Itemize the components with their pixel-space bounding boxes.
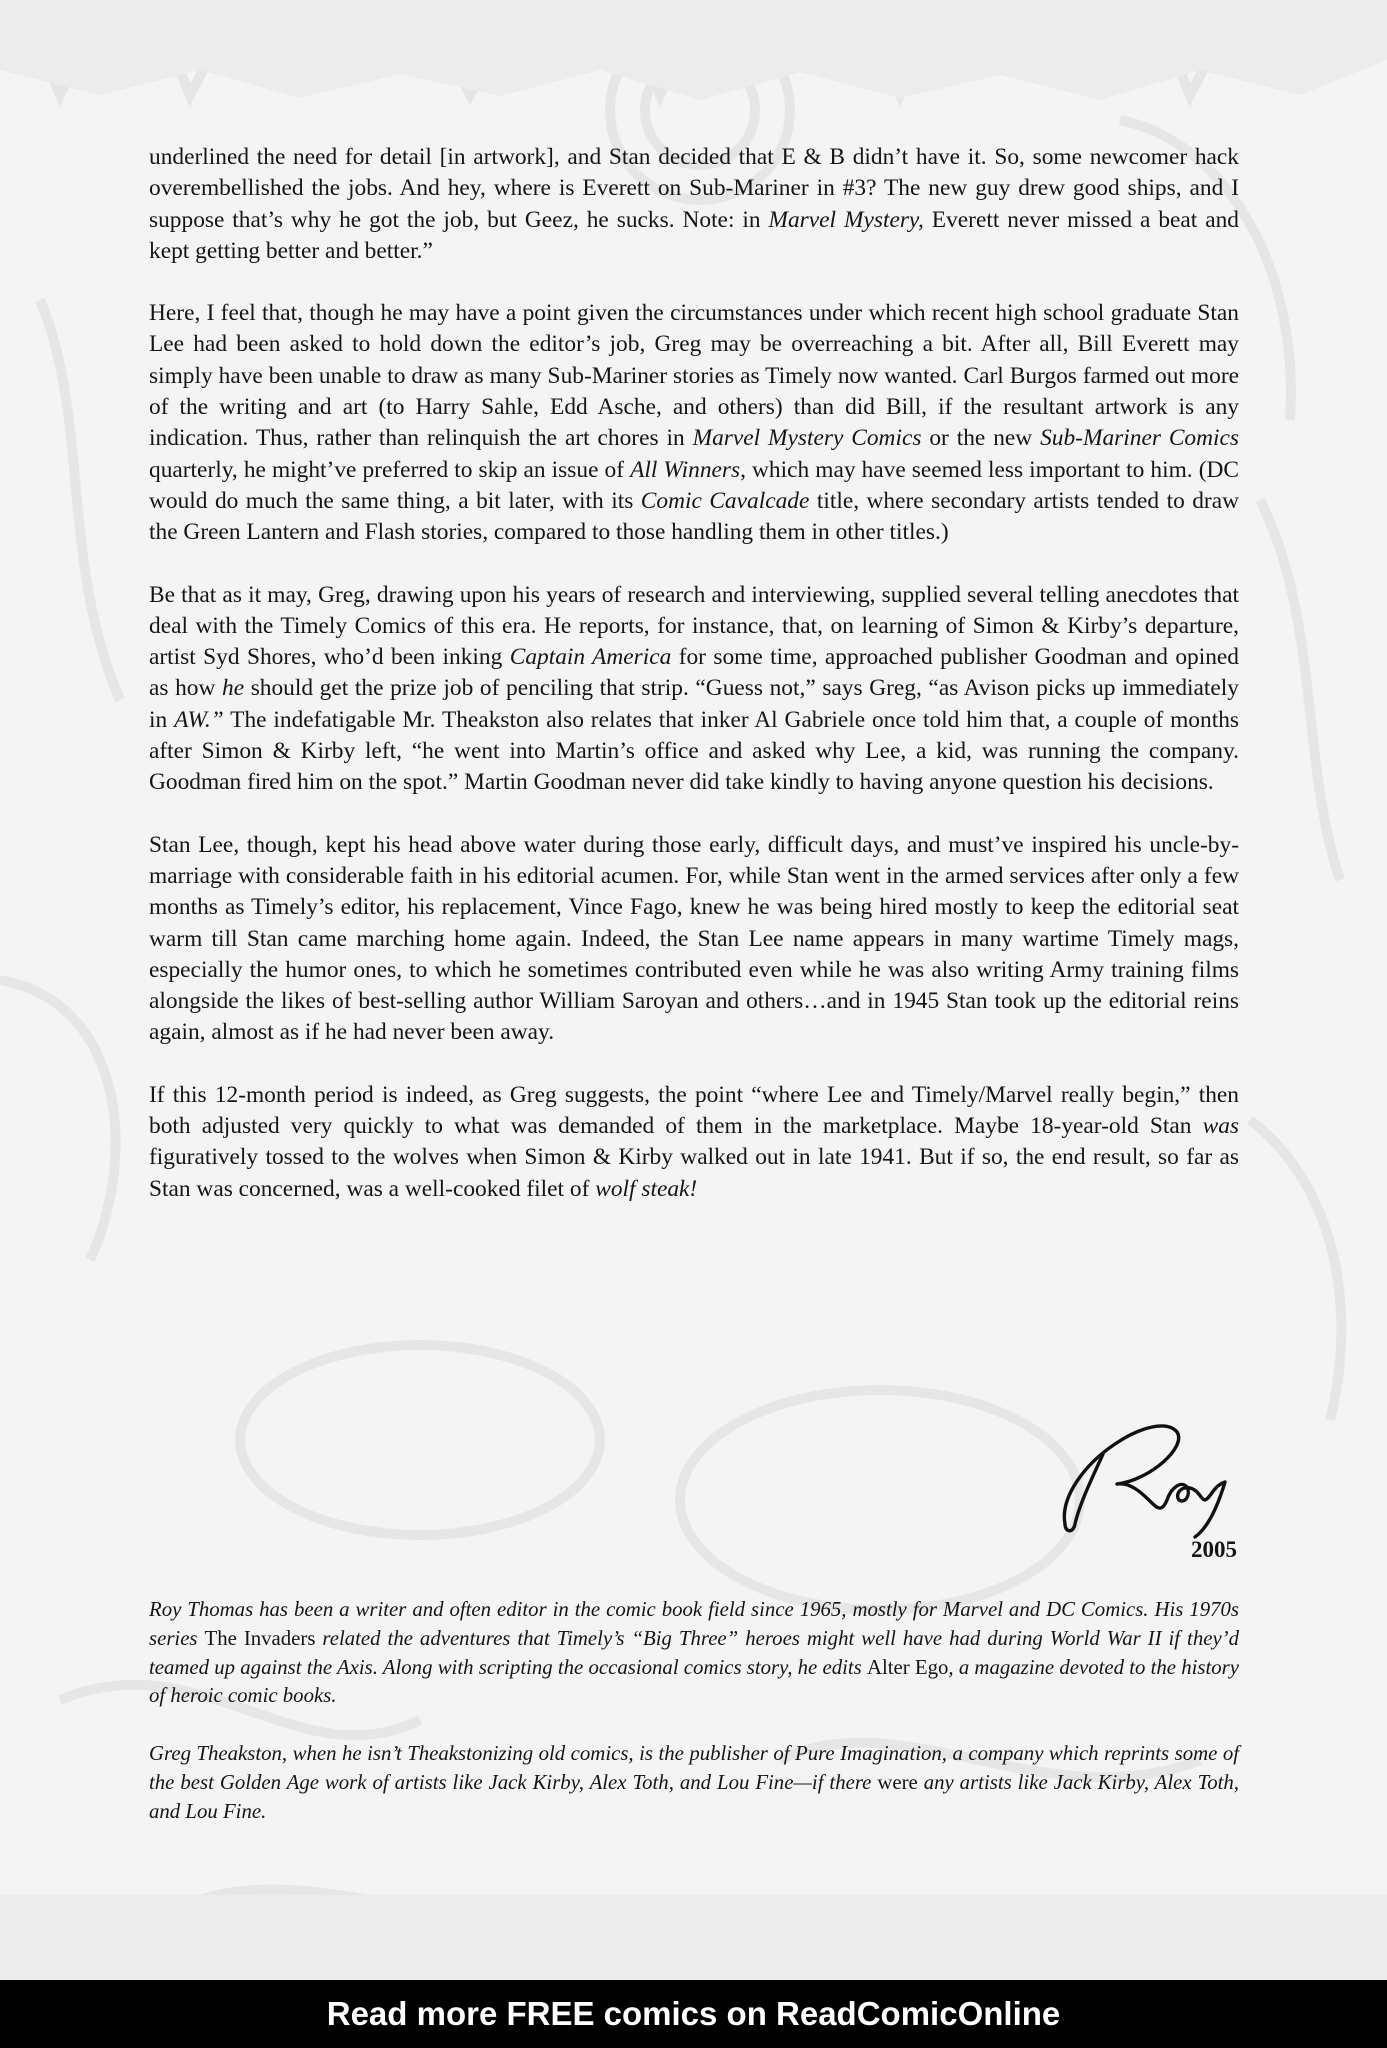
signature-year: 2005: [1191, 1537, 1237, 1562]
handwritten-signature: [1055, 1392, 1245, 1542]
article-paragraph: underlined the need for detail [in artwork], and Stan decided that E & B didn’t have it. So, some newcomer hack overembellished the jobs. And hey, where is Everett on Sub-Mariner in #3? The new guy drew good ships, and I suppose that’s why he got the job, but Geez, he sucks. Note: in Marvel Mystery, Everett never missed a beat and kept getting better and better.”: [149, 144, 1239, 264]
article-paragraph: Be that as it may, Greg, drawing upon his years of research and interviewing, supplied several telling anecdotes that deal with the Timely Comics of this era. He reports, for instance, that, on learning of Simon & Kirby’s departure, artist Syd Shores, who’d been inking Captain America for some time, approached publisher Goodman and opined as how he should get the prize job of penciling that strip. “Guess not,” says Greg, “as Avison picks up immediately in AW.” The indefatigable Mr. Theakston also relates that inker Al Gabriele once told him that, a couple of months after Simon & Kirby left, “he went into Martin’s office and asked why Lee, a kid, was running the company. Goodman fired him on the spot.” Martin Goodman never did take kindly to having anyone question his decisions.: [149, 581, 1239, 796]
article-paragraph: Stan Lee, though, kept his head above water during those early, difficult days, and must’ve inspired his uncle-by-marriage with considerable faith in his editorial acumen. For, while Stan went in the armed services after only a few months as Timely’s editor, his replacement, Vince Fago, knew he was being hired mostly to keep the editorial seat warm till Stan came marching home again. Indeed, the Stan Lee name appears in many wartime Timely mags, especially the humor ones, to which he sometimes contributed even while he was also writing Army training films alongside the likes of best-selling author William Saroyan and others…and in 1945 Stan took up the editorial reins again, almost as if he had never been away.: [149, 831, 1239, 1046]
bio-roy-thomas: Roy Thomas has been a writer and often editor in the comic book field since 1965, mostly for Marvel and DC Comics. His 1970s series The Invaders related the adventures that Timely’s “Big Three” heroes might well have had during World War II if they’d teamed up against the Axis. Along with scripting the occasional comics story, he edits Alter Ego, a magazine devoted to the history of heroic comic books.: [149, 1598, 1240, 1708]
author-bios: [149, 1596, 1239, 1856]
article-paragraph: Here, I feel that, though he may have a point given the circumstances under which recent high school graduate Stan Lee had been asked to hold down the editor’s job, Greg may be overreaching a bit. After all, Bill Everett may simply have been unable to draw as many Sub-Mariner stories as Timely now wanted. Carl Burgos farmed out more of the writing and art (to Harry Sahle, Edd Asche, and others) than did Bill, if the resultant artwork is any indication. Thus, rather than relinquish the art chores in Marvel Mystery Comics or the new Sub-Mariner Comics quarterly, he might’ve preferred to skip an issue of All Winners, which may have seemed less important to him. (DC would do much the same thing, a bit later, with its Comic Cavalcade title, where secondary artists tended to draw the Green Lantern and Flash stories, compared to those handling them in other titles.): [149, 300, 1240, 546]
article-body: [149, 142, 1239, 1236]
author-signature-block: [1055, 1392, 1245, 1572]
article-paragraph: If this 12-month period is indeed, as Greg suggests, the point “where Lee and Timely/Marvel really begin,” then both adjusted very quickly to what was demanded of them in the marketplace. Maybe 18-year-old Stan was figuratively tossed to the wolves when Simon & Kirby walked out in late 1941. But if so, the end result, so far as Stan was concerned, was a well-cooked filet of wolf steak!: [149, 1081, 1239, 1202]
footer-banner-text[interactable]: Read more FREE comics on ReadComicOnline: [326, 1995, 1061, 2032]
footer-banner[interactable]: [0, 1980, 1387, 2048]
bio-greg-theakston: Greg Theakston, when he isn’t Theakstonizing old comics, is the publisher of Pure Imagination, a company which reprints some of the best Golden Age work of artists like Jack Kirby, Alex Toth, and Lou Fine—if there were any artists like Jack Kirby, Alex Toth, and Lou Fine.: [149, 1742, 1239, 1823]
